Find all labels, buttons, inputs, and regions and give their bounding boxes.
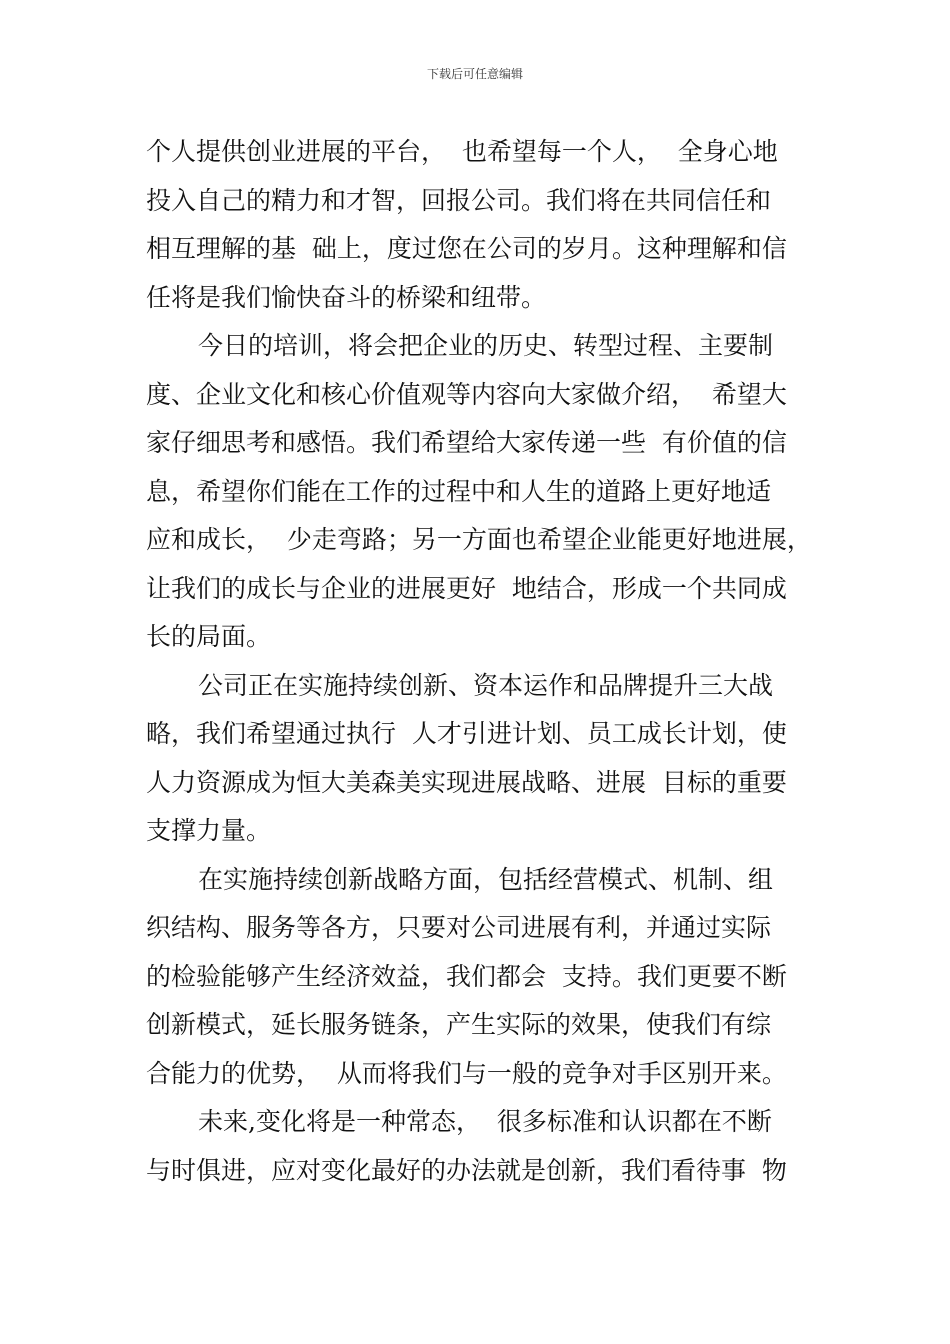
text-line: 今日的培训，将会把企业的历史、转型过程、主要制: [198, 331, 774, 360]
text-line: 投入自己的精力和才智，回报公司。我们将在共同信任和: [146, 185, 772, 215]
text-line: 织结构、服务等各方，只要对公司进展有利，并通过实际: [146, 913, 772, 942]
text-line: 的检验能够产生经济效益，我们都会 支持。我们更要不断: [146, 961, 787, 991]
text-line: 任将是我们愉快奋斗的桥梁和纽带。: [146, 282, 547, 312]
text-line: 个人提供创业进展的平台， 也希望每一个人， 全身心地: [146, 137, 778, 166]
text-line: 与时俱进，应对变化最好的办法就是创新，我们看待事 物: [146, 1155, 787, 1185]
text-line: 支撑力量。: [146, 816, 272, 845]
text-line: 略，我们希望通过执行 人才引进计划、员工成长计划，使: [146, 719, 787, 748]
text-line: 人力资源成为恒大美森美实现进展战略、进展 目标的重要: [146, 767, 787, 797]
text-line: 在实施持续创新战略方面，包括经营模式、机制、组: [198, 864, 774, 894]
page-header-note: 下载后可任意编辑: [426, 67, 523, 81]
text-line: 应和成长， 少走弯路；另一方面也希望企业能更好地进展，: [146, 525, 812, 554]
text-line: 相互理解的基 础上，度过您在公司的岁月。这种理解和信: [146, 234, 787, 263]
text-line: 合能力的优势， 从而将我们与一般的竞争对手区别开来。: [146, 1058, 787, 1088]
text-line: 让我们的成长与企业的进展更好 地结合，形成一个共同成: [146, 573, 787, 603]
text-line: 创新模式，延长服务链条，产生实际的效果，使我们有综: [146, 1010, 772, 1039]
text-line: 长的局面。: [146, 622, 272, 651]
text-line: 家仔细思考和感悟。我们希望给大家传递一些 有价值的信: [146, 428, 787, 457]
text-line: 度、企业文化和核心价值观等内容向大家做介绍， 希望大: [146, 379, 787, 409]
text-line: 公司正在实施持续创新、资本运作和品牌提升三大战: [198, 670, 774, 700]
text-line: 未来,变化将是一种常态， 很多标准和认识都在不断: [198, 1107, 772, 1136]
text-line: 息，希望你们能在工作的过程中和人生的道路上更好地适: [146, 476, 772, 506]
document-body: [146, 128, 826, 1195]
